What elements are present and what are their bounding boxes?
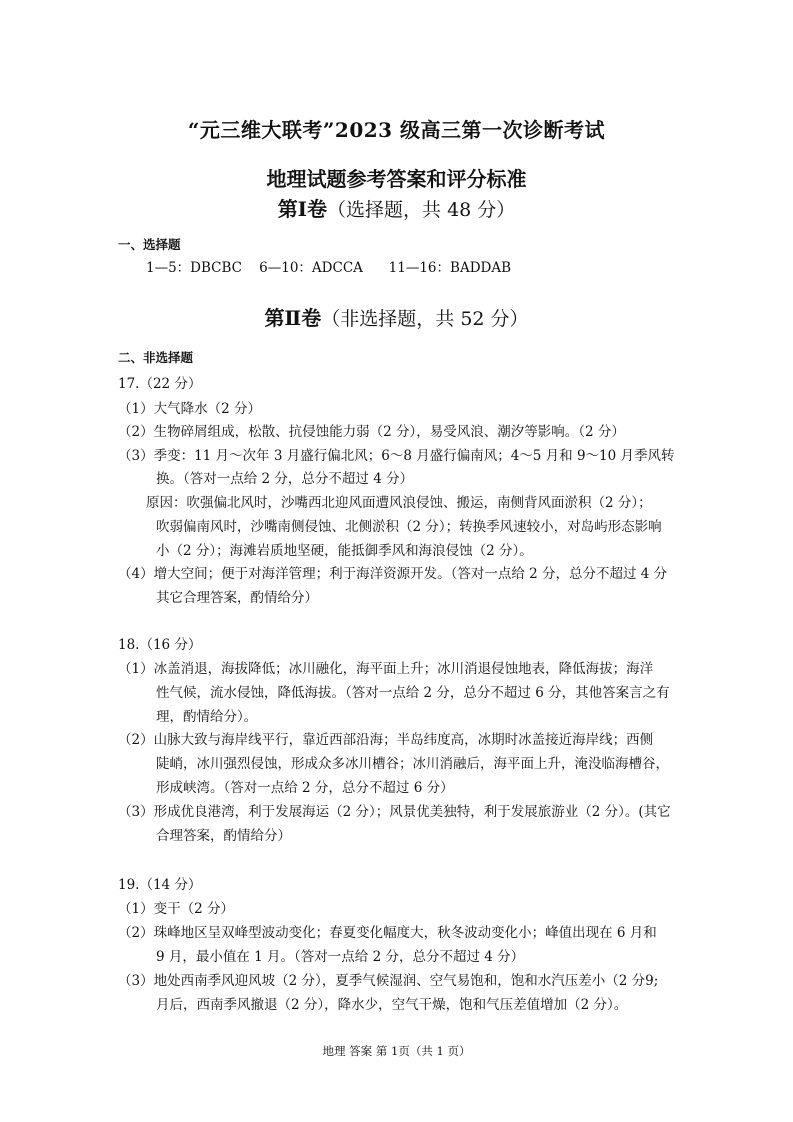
part2-main: 第Ⅱ卷 xyxy=(264,306,322,330)
part2-heading xyxy=(0,302,793,331)
q18-answer-2-cont1: 陡峭，冰川强烈侵蚀，形成众多冰川槽谷；冰川消融后，海平面上升，淹没临海槽谷， xyxy=(156,756,669,772)
q18-answer-3: （3）形成优良港湾，利于发展海运（2 分）；风景优美独特，利于发展旅游业（2 分）。(其它 xyxy=(118,804,671,820)
q18-title: 18.（16 分） xyxy=(118,637,202,653)
q18-answer-1-cont1: 性气候，流水侵蚀，降低海拔。（答对一点给 2 分，总分不超过 6 分，其他答案言之有 xyxy=(156,685,670,701)
part2-note: （非选择题，共 52 分） xyxy=(321,308,529,330)
q18-answer-2-cont2: 形成峡湾。（答对一点给 2 分，总分不超过 6 分） xyxy=(156,780,454,796)
section1-heading: 一、选择题 xyxy=(118,237,181,252)
q17-title: 17.（22 分） xyxy=(118,376,202,392)
q18-answer-2: （2）山脉大致与海岸线平行，靠近西部沿海；半岛纬度高，冰期时冰盖接近海岸线；西侧 xyxy=(118,732,654,748)
part1-main: 第Ⅰ卷 xyxy=(277,197,328,221)
q17-answer-4: （4）增大空间；便于对海洋管理；利于海洋资源开发。（答对一点给 2 分，总分不超过 4 分 xyxy=(118,566,668,582)
choice-answers: 1—5：DBCBC 6—10：ADCCA 11—16：BADDAB xyxy=(146,260,512,276)
q17-answer-2: （2）生物碎屑组成，松散、抗侵蚀能力弱（2 分），易受风浪、潮汐等影响。（2 分） xyxy=(118,424,625,440)
part1-note: （选择题，共 48 分） xyxy=(327,199,516,221)
exam-title: “元三维大联考”2023 级高三第一次诊断考试 xyxy=(187,118,606,142)
q17-reason: 原因：吹强偏北风时，沙嘴西北迎风面遭风浪侵蚀、搬运，南侧背风面淤积（2 分）； xyxy=(146,495,652,511)
q19-answer-2-cont: 9 月，最小值在 1 月。（答对一点给 2 分，总分不超过 4 分） xyxy=(156,949,525,965)
exam-subtitle: 地理试题参考答案和评分标准 xyxy=(266,167,527,191)
q19-answer-2: （2）珠峰地区呈双峰型波动变化；春夏变化幅度大，秋冬波动变化小；峰值出现在 6 月和 xyxy=(118,925,657,941)
part1-heading xyxy=(0,193,793,222)
q17-reason-cont1: 吹弱偏南风时，沙嘴南侧侵蚀、北侧淤积（2 分）；转换季风速较小，对岛屿形态影响 xyxy=(156,519,662,535)
q19-title: 19.（14 分） xyxy=(118,877,202,893)
q17-answer-4-cont: 其它合理答案，酌情给分） xyxy=(156,590,318,606)
q17-answer-1: （1）大气降水（2 分） xyxy=(118,401,261,417)
q17-answer-3: （3）季变：11 月～次年 3 月盛行偏北风；6～8 月盛行偏南风；4～5 月和 9～10 月季风转 xyxy=(118,448,675,464)
page-footer: 地理 答案 第 1页（共 1 页） xyxy=(322,1044,471,1058)
section2-heading: 二、非选择题 xyxy=(118,350,194,365)
q19-answer-3-cont: 月后，西南季风撤退（2 分），降水少，空气干燥，饱和气压差值增加（2 分）。 xyxy=(156,997,628,1013)
q18-answer-3-cont: 合理答案，酌情给分） xyxy=(156,828,291,844)
q17-answer-3-cont: 换。（答对一点给 2 分，总分不超过 4 分） xyxy=(156,471,414,487)
q18-answer-1-cont2: 理，酌情给分）。 xyxy=(156,709,258,725)
q19-answer-3: （3）地处西南季风迎风坡（2 分），夏季气候湿润、空气易饱和，饱和水汽压差小（2 分9; xyxy=(118,973,659,989)
q19-answer-1: （1）变干（2 分） xyxy=(118,901,234,917)
q18-answer-1: （1）冰盖消退，海拔降低；冰川融化，海平面上升；冰川消退侵蚀地表，降低海拔；海洋 xyxy=(118,661,654,677)
q17-reason-cont2: 小（2 分）；海滩岩质地坚硬，能抵御季风和海浪侵蚀（2 分）。 xyxy=(156,543,533,559)
